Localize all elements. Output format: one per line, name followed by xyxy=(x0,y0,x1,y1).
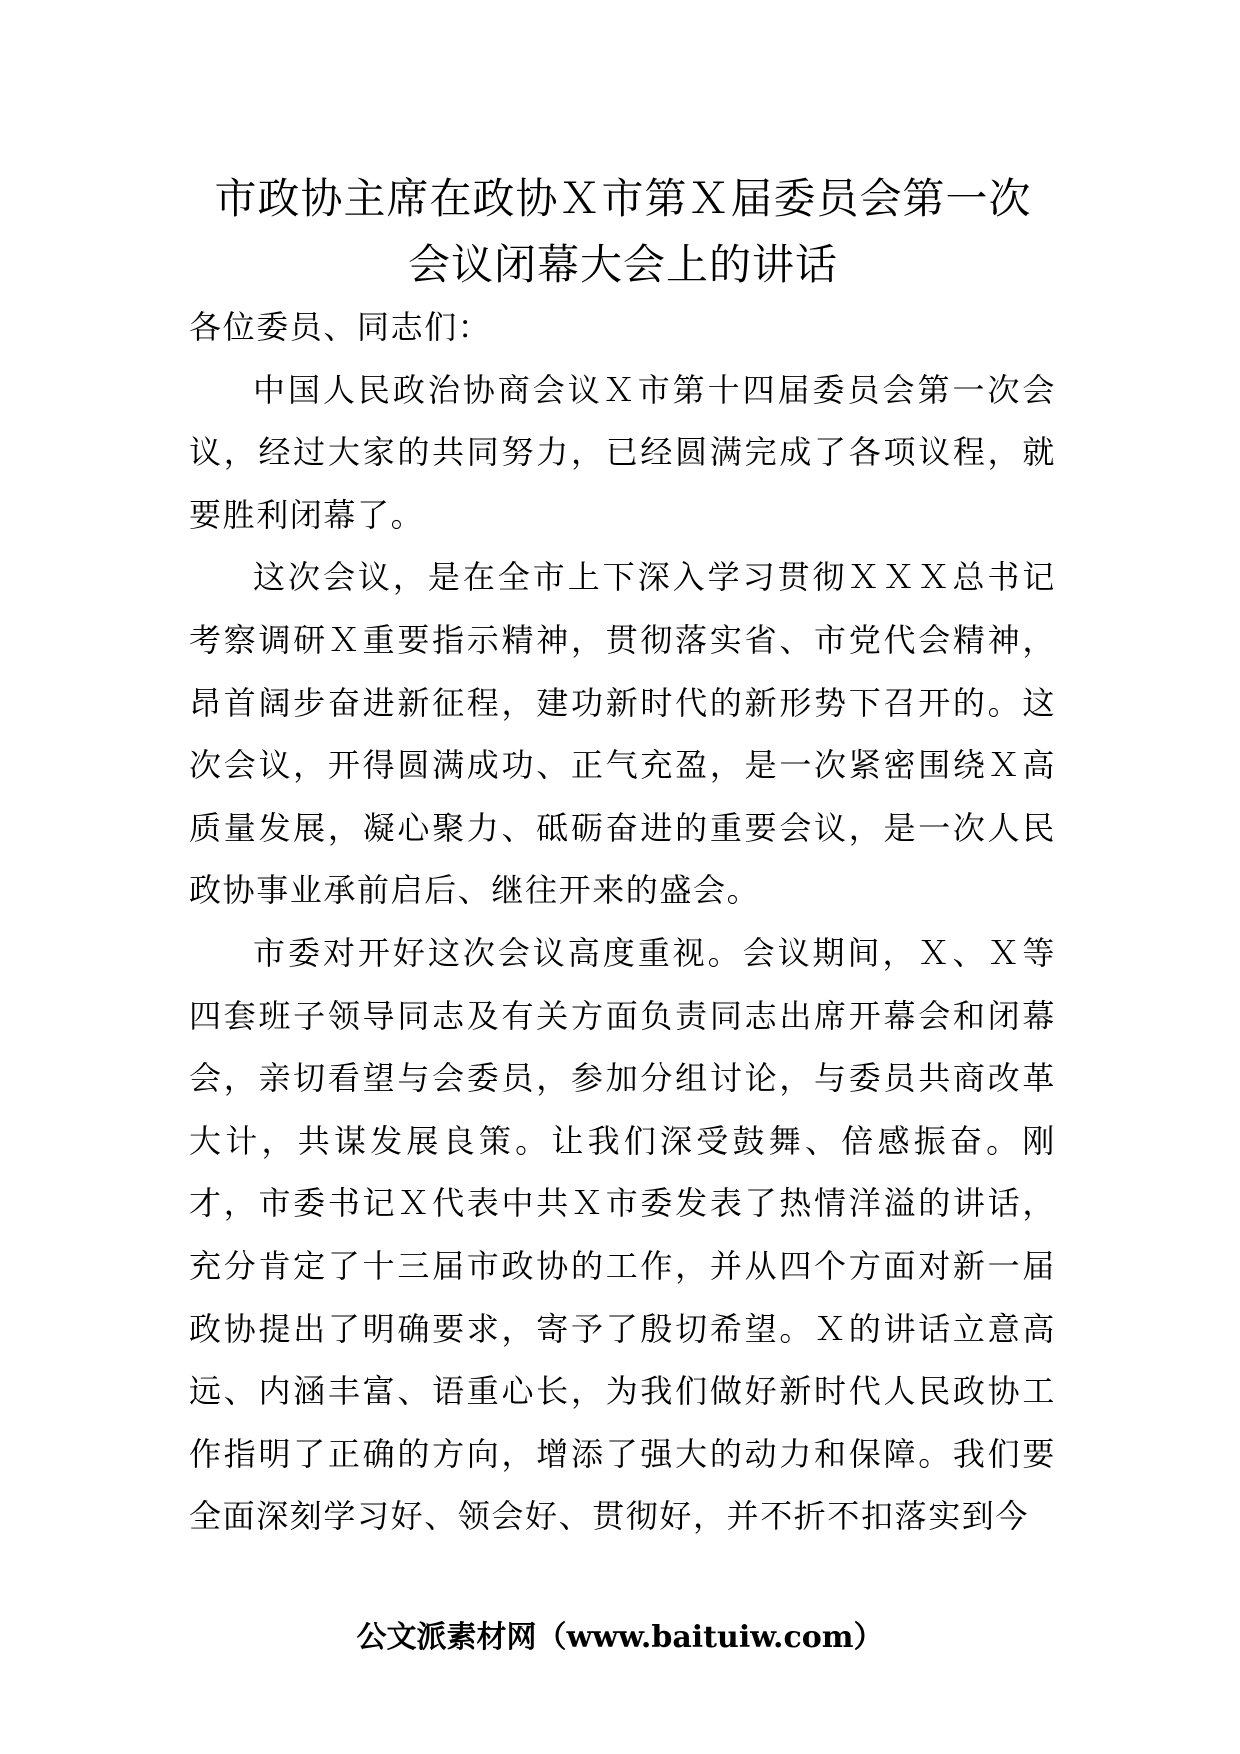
title-line-1: 市政协主席在政协Ｘ市第Ｘ届委员会第一次 xyxy=(214,174,1032,223)
document-body xyxy=(189,296,1056,1548)
paragraph-3: 市委对开好这次会议高度重视。会议期间，Ｘ、Ｘ等四套班子领导同志及有关方面负责同志出席开幕会和闭幕会，亲切看望与会委员，参加分组讨论，与委员共商改革大计，共谋发展良策。让我们深受鼓舞、倍感振奋。刚才，市委书记Ｘ代表中共Ｘ市委发表了热情洋溢的讲话，充分肯定了十三届市政协的工作，并从四个方面对新一届政协提出了明确要求，寄予了殷切希望。Ｘ的讲话立意高远、内涵丰富、语重心长，为我们做好新时代人民政协工作指明了正确的方向，增添了强大的动力和保障。我们要全面深刻学习好、领会好、贯彻好，并不折不扣落实到今 xyxy=(189,933,1056,1536)
paragraph-1: 中国人民政治协商会议Ｘ市第十四届委员会第一次会议，经过大家的共同努力，已经圆满完成了各项议程，就要胜利闭幕了。 xyxy=(189,370,1056,534)
greeting: 各位委员、同志们： xyxy=(189,308,492,346)
paragraph-2: 这次会议，是在全市上下深入学习贯彻ＸＸＸ总书记考察调研Ｘ重要指示精神，贯彻落实省、市党代会精神，昂首阔步奋进新征程，建功新时代的新形势下召开的。这次会议，开得圆满成功、正气充盈，是一次紧密围绕Ｘ高质量发展，凝心聚力、砥砺奋进的重要会议，是一次人民政协事业承前启后、继往开来的盛会。 xyxy=(189,558,1056,910)
title-line-2: 会议闭幕大会上的讲话 xyxy=(407,240,838,289)
document-title xyxy=(190,166,1056,298)
footer-watermark: 公文派素材网（www.baituiw.com） xyxy=(356,1620,884,1655)
